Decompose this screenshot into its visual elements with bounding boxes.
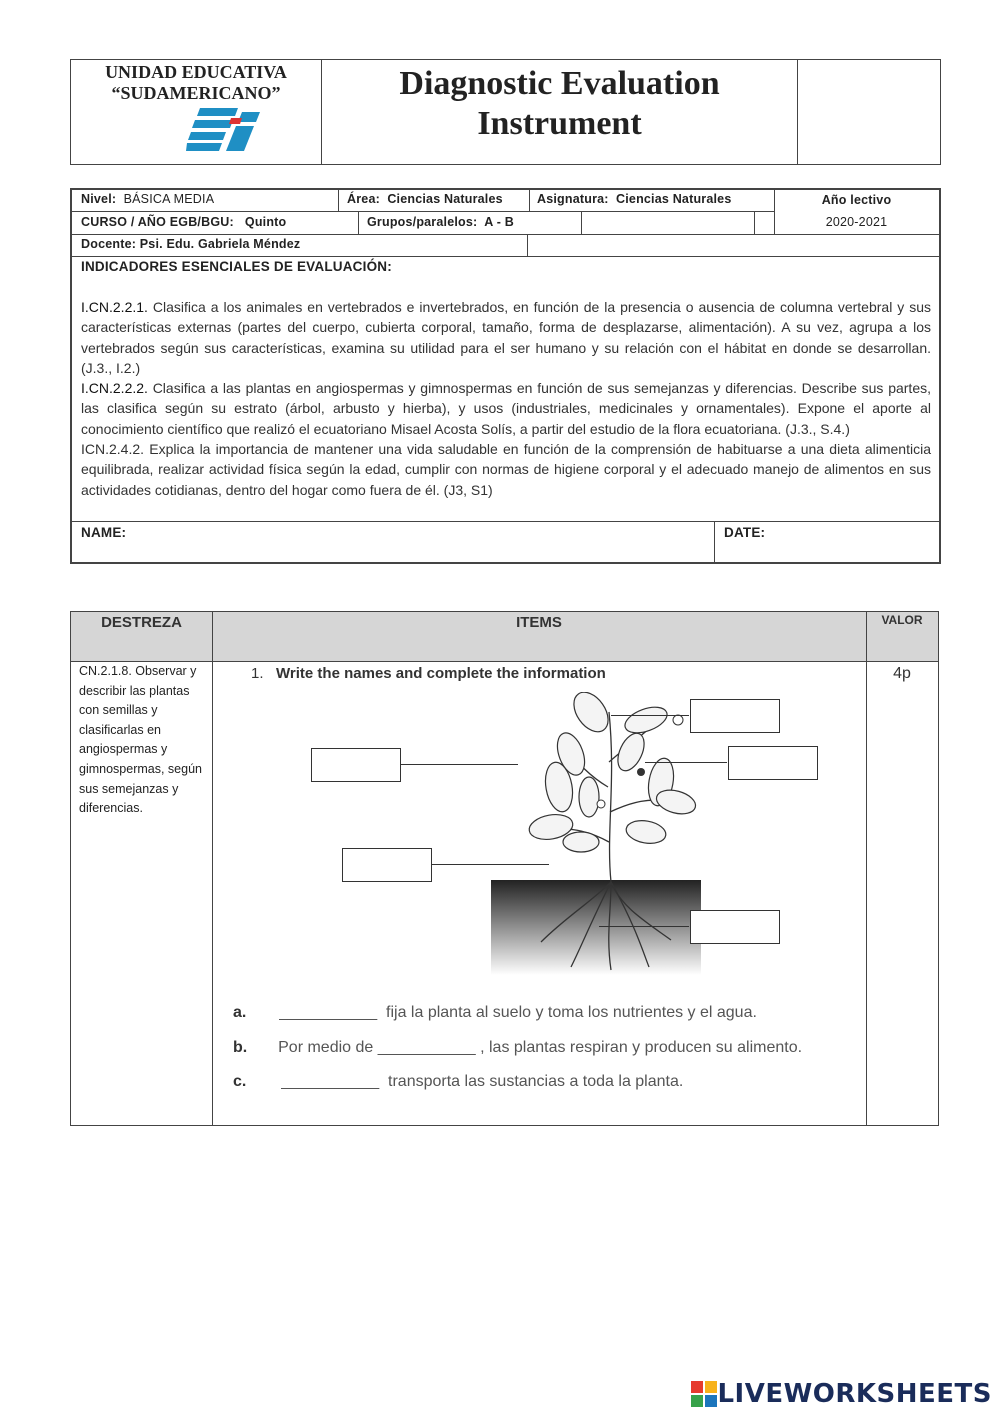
indicator-3: ICN.2.4.2. Explica la importancia de mantener una vida saludable en función de la comprensión de habituarse a una dieta alimenticia equilibrada, realizar actividad física según la edad, cumplir con normas de higiene corporal y el adecuado manejo de alimentos en sus actividades cotidianas, dentro del hogar como fuera de él. (J3, S1) [81, 441, 931, 498]
grupos-field: Grupos/paralelos: A - B [367, 215, 514, 229]
liveworksheets-logo-icon [691, 1381, 717, 1407]
name-label: NAME: [81, 525, 127, 540]
col-items: ITEMS [516, 614, 562, 631]
col-destreza: DESTREZA [101, 614, 182, 631]
label-box-leaf[interactable] [311, 748, 401, 782]
blank-a[interactable]: ___________ [279, 1004, 378, 1021]
anio-value: 2020-2021 [825, 215, 888, 229]
indicator-1: I.CN.2.2.1. Clasifica a los animales en vertebrados e invertebrados, en función de la presencia o ausencia de columna vertebral y sus características externas (partes del cuerpo, cubierta corporal, tamaño, forma de desplazarse, alimentación). A su vez, agrupa a los vertebrados según sus características, examina su utilidad para el ser humano y su relación con el hábitat en donde se desarrollan. (J.3., I.2.) [81, 299, 931, 376]
label-box-flower[interactable] [690, 699, 780, 733]
brand-text: LIVEWORKSHEETS [717, 1379, 992, 1409]
indicator-2: I.CN.2.2.2. Clasifica a las plantas en angiospermas y gimnospermas en función de sus semejanzas y diferencias. Describe sus partes, las clasifica según su estrato (árbol, arbusto y hierba), y usos (industriales, medicinales y ornamentales). Expone el aporte al conocimiento científico que realizó el ecuatoriano Misael Acosta Solís, a partir del estudio de la flora ecuatoriana. (J.3., S.4.) [81, 380, 931, 437]
school-cell [71, 60, 322, 164]
school-name [71, 62, 321, 104]
title-cell [322, 60, 798, 164]
blank-b[interactable]: ___________ [377, 1039, 476, 1056]
school-line-2: “SUDAMERICANO” [111, 83, 281, 103]
nivel-field: Nivel: BÁSICA MEDIA [81, 192, 215, 206]
school-logo-icon [186, 106, 262, 152]
items-table [70, 611, 939, 1126]
label-box-root[interactable] [690, 910, 780, 944]
question: 1. Write the names and complete the information [251, 665, 606, 682]
document-title: Diagnostic Evaluation Instrument [399, 65, 720, 142]
label-box-fruit[interactable] [728, 746, 818, 780]
sentence-a: a. ___________ fija la planta al suelo y toma los nutrientes y el agua. [233, 1004, 757, 1021]
label-box-stem[interactable] [342, 848, 432, 882]
blank-c[interactable]: ___________ [281, 1073, 380, 1090]
school-line-1: UNIDAD EDUCATIVA [105, 62, 287, 82]
area-field: Área: Ciencias Naturales [347, 192, 503, 206]
sentence-c: c. ___________ transporta las sustancias a toda la planta. [233, 1073, 684, 1090]
curso-field: CURSO / AÑO EGB/BGU: Quinto [81, 215, 287, 229]
date-label: DATE: [724, 525, 766, 540]
asignatura-field: Asignatura: Ciencias Naturales [537, 192, 732, 206]
anio-label: Año lectivo [821, 193, 892, 207]
destreza-text: CN.2.1.8. Observar y describir las plantas con semillas y clasificarlas en angiospermas y gimnospermas, según sus semejanzas y diferencias. [79, 664, 202, 816]
plant-diagram-icon [471, 692, 721, 977]
docente-field: Docente: Psi. Edu. Gabriela Méndez [81, 237, 301, 251]
info-table [70, 188, 941, 564]
col-valor: VALOR [881, 613, 923, 627]
indicadores-text [81, 297, 931, 500]
indicadores-title: INDICADORES ESENCIALES DE EVALUACIÓN: [81, 259, 392, 274]
valor-points: 4p [893, 665, 911, 682]
sentence-b: b. Por medio de ___________ , las plantas respiran y producen su alimento. [233, 1039, 803, 1056]
header-table [70, 59, 941, 165]
liveworksheets-brand[interactable] [691, 1374, 992, 1414]
